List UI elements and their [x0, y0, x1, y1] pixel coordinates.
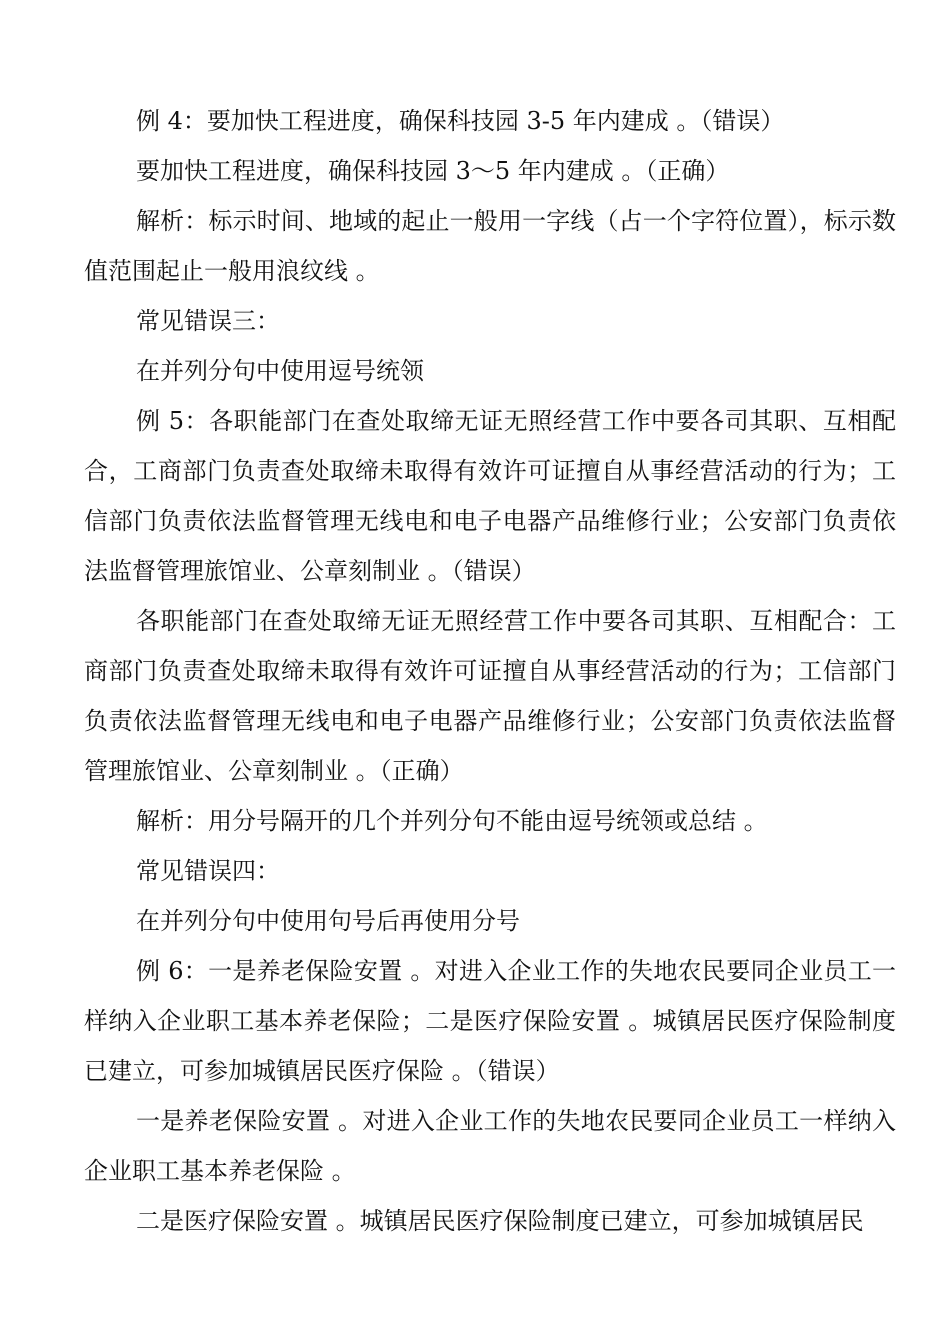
- paragraph-example-4-correct: 要加快工程进度，确保科技园 3～5 年内建成 。（正确）: [136, 157, 730, 185]
- paragraph-example-5-correct: 各职能部门在查处取缔无证无照经营工作中要各司其职、互相配合：工商部门负责查处取缔未取得有效许可证擅自从事经营活动的行为；工信部门负责依法监督管理无线电和电子电器产品维修行业；公安部门负责依法监督管理旅馆业、公章刻制业 。（正确）: [84, 607, 896, 785]
- section-heading-error-four: 常见错误四：: [136, 857, 280, 885]
- paragraph-example-5-wrong: 例 5：各职能部门在查处取缔无证无照经营工作中要各司其职、互相配合，工商部门负责查处取缔未取得有效许可证擅自从事经营活动的行为；工信部门负责依法监督管理无线电和电子电器产品维修行业；公安部门负责依法监督管理旅馆业、公章刻制业 。（错误）: [84, 407, 896, 585]
- document-body: [84, 96, 896, 1246]
- section-heading-error-three: 常见错误三：: [136, 307, 280, 335]
- paragraph-analysis-dash: 解析：标示时间、地域的起止一般用一字线（占一个字符位置），标示数值范围起止一般用浪纹线 。: [84, 207, 896, 285]
- paragraph-example-6-correct-part-1: 一是养老保险安置 。对进入企业工作的失地农民要同企业员工一样纳入企业职工基本养老保险 。: [84, 1107, 896, 1185]
- section-subtitle-error-three: 在并列分句中使用逗号统领: [136, 357, 424, 385]
- paragraph-example-6-correct-part-2: 二是医疗保险安置 。城镇居民医疗保险制度已建立，可参加城镇居民: [136, 1207, 864, 1235]
- paragraph-analysis-semicolon: 解析：用分号隔开的几个并列分句不能由逗号统领或总结 。: [136, 807, 768, 835]
- paragraph-example-6-wrong: 例 6：一是养老保险安置 。对进入企业工作的失地农民要同企业员工一样纳入企业职工基本养老保险；二是医疗保险安置 。城镇居民医疗保险制度已建立，可参加城镇居民医疗保险 。（错误）: [84, 957, 896, 1085]
- paragraph-example-4-wrong: 例 4：要加快工程进度，确保科技园 3-5 年内建成 。（错误）: [136, 107, 785, 135]
- section-subtitle-error-four: 在并列分句中使用句号后再使用分号: [136, 907, 520, 935]
